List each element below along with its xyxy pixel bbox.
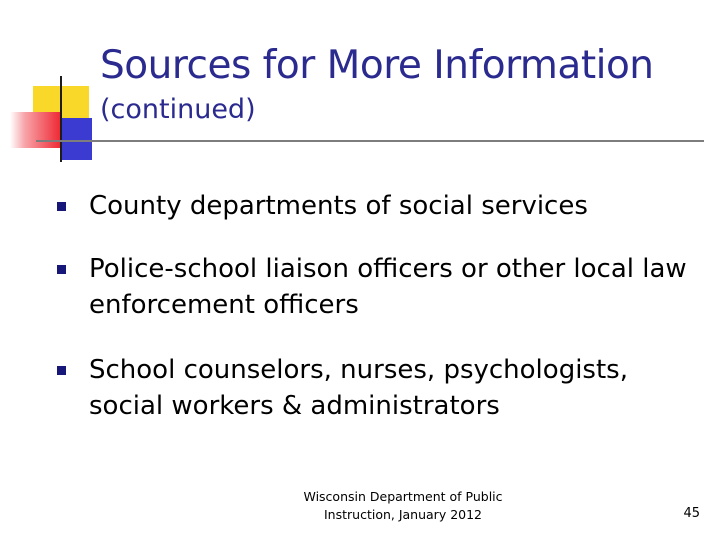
footer-source [280, 488, 526, 524]
bullet-item-1: County departments of social services [89, 191, 588, 221]
page-number: 45 [683, 506, 700, 521]
slide-subtitle: (continued) [100, 94, 256, 125]
title-underline-rule [36, 140, 704, 142]
bullet-item-2: Police-school liaison officers or other local law enforcement officers [89, 254, 687, 320]
bullet-item-3: School counselors, nurses, psychologists, social workers & administrators [89, 355, 628, 421]
vertical-rule-decoration [60, 76, 62, 162]
red-gradient-decoration [10, 112, 60, 148]
square-bullet-icon [57, 265, 66, 274]
square-bullet-icon [57, 202, 66, 211]
footer-source-line-2: Instruction, January 2012 [323, 507, 483, 522]
blue-square-decoration [60, 118, 92, 160]
slide-title: Sources for More Information [100, 43, 654, 88]
title-ornament [0, 0, 110, 170]
footer-source-line-1: Wisconsin Department of Public [303, 489, 503, 504]
square-bullet-icon [57, 366, 66, 375]
